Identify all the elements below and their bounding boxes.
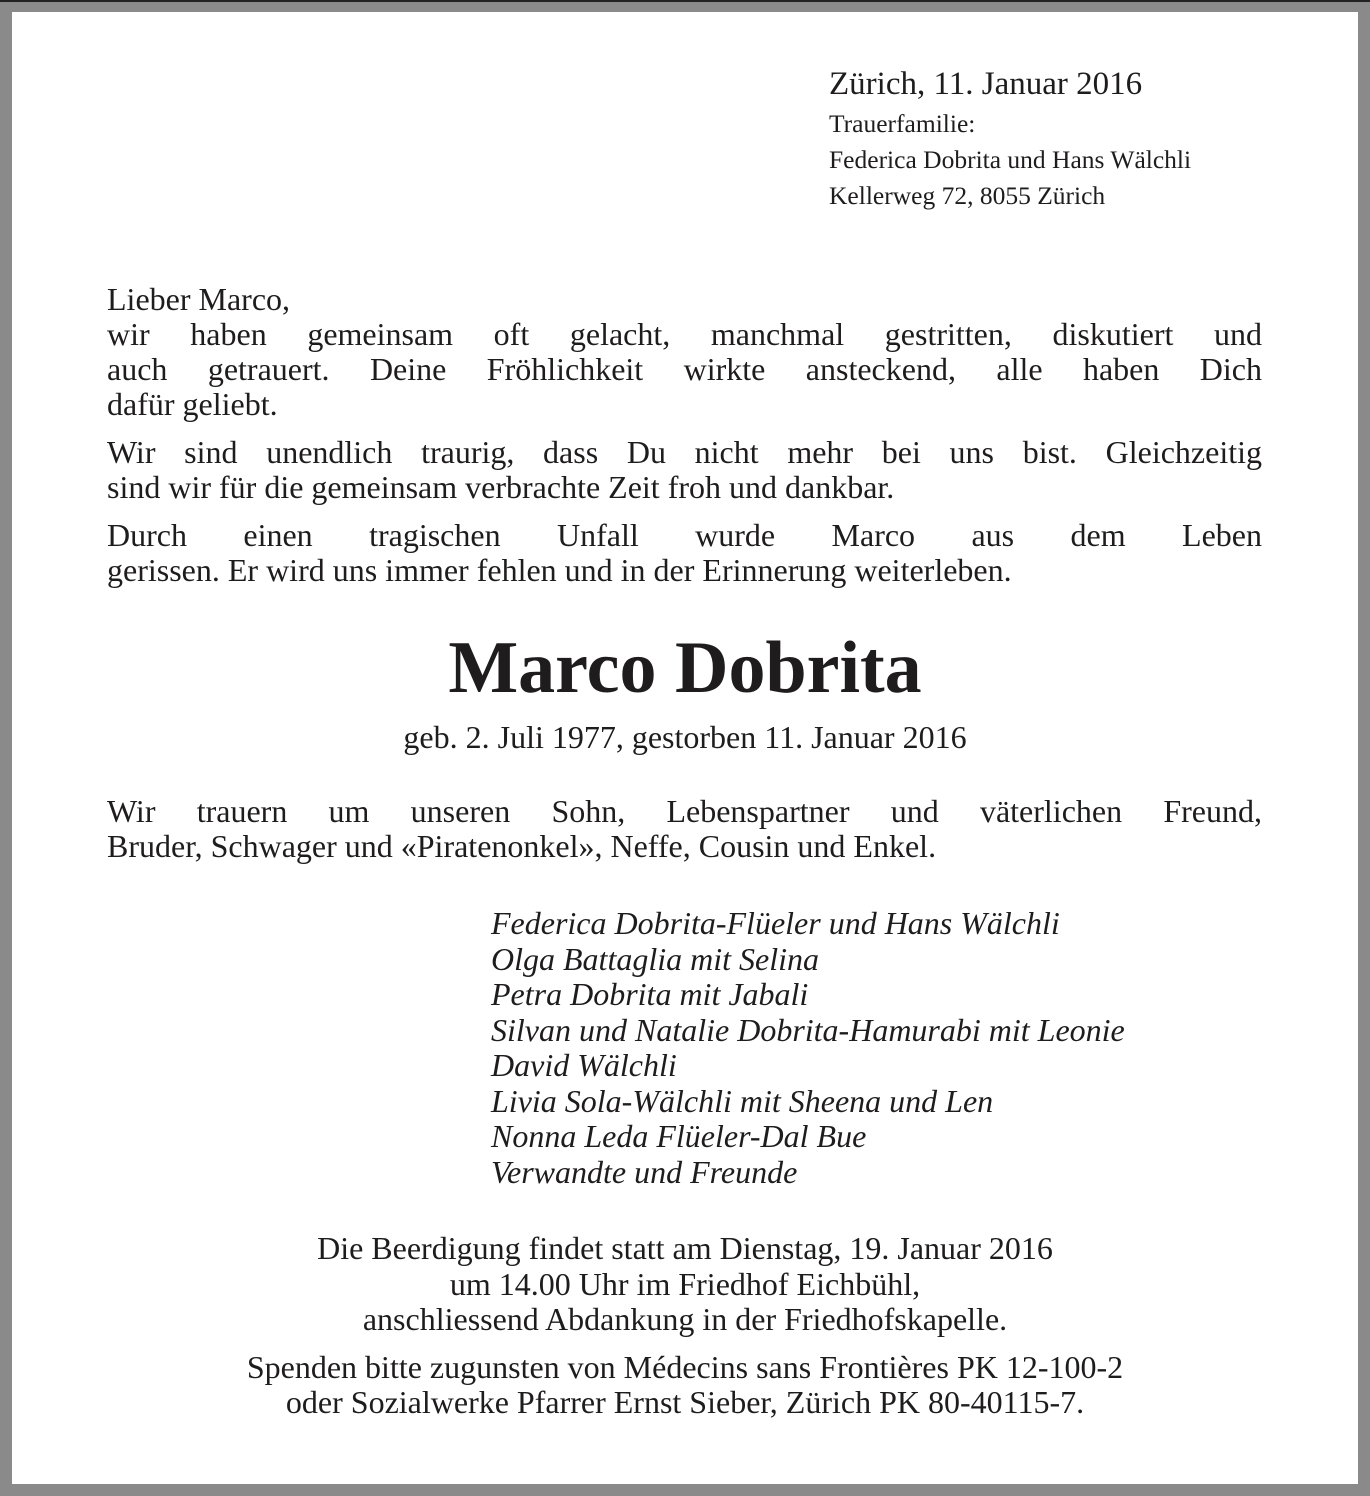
text-line: Die Beerdigung findet statt am Dienstag, 19. Januar 2016: [317, 1230, 1053, 1266]
mourner: Olga Battaglia mit Selina: [491, 940, 819, 977]
mourning-intro: [107, 794, 1262, 864]
paragraph-1: [107, 317, 1262, 422]
place-date: Zürich, 11. Januar 2016: [829, 66, 1143, 102]
ceremony-details: [0, 1231, 1370, 1338]
mourner: David Wälchli: [491, 1047, 677, 1083]
text-line: oder Sozialwerke Pfarrer Ernst Sieber, Zürich PK 80-40115-7.: [285, 1384, 1085, 1420]
text-line: Spenden bitte zugunsten von Médecins sans Frontières PK 12-100-2: [246, 1348, 1124, 1385]
mourners-list: [491, 906, 1125, 1190]
deceased-name: Marco Dobrita: [448, 627, 922, 709]
text-line: gerissen. Er wird uns immer fehlen und in der Erinnerung weiterleben.: [107, 552, 1012, 588]
mourner: Verwandte und Freunde: [491, 1153, 798, 1190]
life-dates: geb. 2. Juli 1977, gestorben 11. Januar 2016: [403, 719, 967, 755]
funeral-info: [0, 1231, 1370, 1433]
letter-text: [107, 282, 1262, 601]
text-line: anschliessend Abdankung in der Friedhofskapelle.: [362, 1301, 1008, 1337]
frame-top-line: [0, 0, 1370, 2]
mourner: Nonna Leda Flüeler-Dal Bue: [491, 1118, 867, 1154]
text-line: auch getrauert. Deine Fröhlichkeit wirkte ansteckend, alle haben Dich: [107, 351, 1262, 387]
mourner: Federica Dobrita-Flüeler und Hans Wälchli: [491, 905, 1060, 941]
text-line: dafür geliebt.: [107, 386, 278, 422]
family-names: Federica Dobrita und Hans Wälchli: [829, 145, 1192, 174]
paragraph-3: [107, 518, 1262, 588]
text-line: um 14.00 Uhr im Friedhof Eichbühl,: [449, 1265, 921, 1302]
paragraph-2: [107, 435, 1262, 505]
text-line: Durch einen tragischen Unfall wurde Marco aus dem Leben: [107, 517, 1262, 553]
text-line: wir haben gemeinsam oft gelacht, manchmal gestritten, diskutiert und: [107, 316, 1262, 352]
text-line: sind wir für die gemeinsam verbrachte Zeit froh und dankbar.: [107, 469, 895, 505]
text-line: Bruder, Schwager und «Piratenonkel», Neffe, Cousin und Enkel.: [107, 828, 937, 864]
family-label: Trauerfamilie:: [829, 109, 976, 138]
text-line: Wir sind unendlich traurig, dass Du nicht mehr bei uns bist. Gleichzeitig: [107, 434, 1262, 470]
greeting: Lieber Marco,: [107, 281, 291, 317]
family-address: Kellerweg 72, 8055 Zürich: [829, 181, 1106, 210]
donation-details: [0, 1350, 1370, 1421]
mourner: Petra Dobrita mit Jabali: [491, 976, 809, 1012]
mourner: Silvan und Natalie Dobrita-Hamurabi mit Leonie: [491, 1011, 1125, 1048]
text-line: Wir trauern um unseren Sohn, Lebenspartner und väterlichen Freund,: [107, 793, 1262, 829]
header-block: [829, 62, 1269, 214]
mourner: Livia Sola-Wälchli mit Sheena und Len: [491, 1082, 994, 1119]
